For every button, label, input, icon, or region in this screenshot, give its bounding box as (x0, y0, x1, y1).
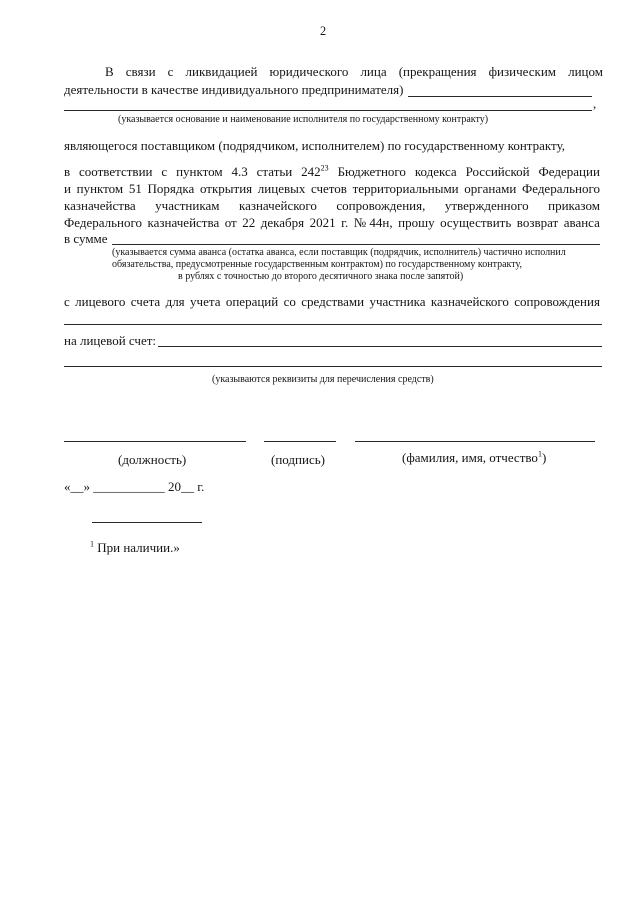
basis-line-1: в соответствии с пунктом 4.3 статьи $242^{23}$ Бюджетного кодекса Российской Федерации (64, 163, 600, 179)
full-name-blank[interactable] (355, 441, 595, 442)
amount-blank[interactable] (112, 244, 600, 245)
supplier-line: являющегося поставщиком (подрядчиком, исполнителем) по государственному контракту, (64, 138, 566, 153)
comma: , (593, 96, 597, 111)
signature-label: (подпись) (271, 452, 325, 467)
requisites-note: (указываются реквизиты для перечисления средств) (212, 374, 434, 385)
footnote: $^1$ При наличии.» (90, 539, 180, 555)
amount-note-line-2: обязательства, предусмотренные государственным контрактом) по государственному контракту, (112, 259, 522, 270)
account-to-blank[interactable] (158, 346, 602, 347)
requisites-blank[interactable] (64, 366, 602, 367)
liquidation-blank-1[interactable] (408, 96, 592, 97)
intro-line-1: В связи с ликвидацией юридического лица (прекращения физическим лицом (105, 64, 603, 79)
amount-note-line-1: (указывается сумма аванса (остатка аванса, если поставщик (подрядчик, исполнитель) частично исполнил (112, 247, 566, 258)
intro-line-2: деятельности в качестве индивидуального предпринимателя) (64, 82, 404, 97)
basis-line-2: и пунктом 51 Порядка открытия лицевых счетов территориальными органами Федерального (64, 181, 600, 196)
footnote-separator (92, 522, 202, 523)
position-label: (должность) (118, 452, 187, 467)
account-from-blank[interactable] (64, 324, 602, 325)
year-field[interactable]: __ (181, 479, 194, 494)
account-to-label: на лицевой счет: (64, 333, 157, 348)
basis-line-4: Федерального казначейства от 22 декабря 2021 г. № 44н, прошу осуществить возврат аванса (64, 215, 600, 230)
full-name-label: (фамилия, имя, отчество$^1$) (402, 449, 547, 465)
account-from-line: с лицевого счета для учета операций со средствами участника казначейского сопровождения (64, 294, 600, 309)
basis-note: (указывается основание и наименование исполнителя по государственному контракту) (118, 114, 489, 125)
basis-line-3: казначейства участникам казначейского сопровождения, утвержденного приказом (64, 198, 600, 213)
position-blank[interactable] (64, 441, 246, 442)
date-line: «__» ___________ 20__ г. (64, 479, 205, 494)
day-field[interactable]: __ (70, 479, 84, 494)
page-number: 2 (320, 24, 327, 38)
amount-label: в сумме (64, 231, 108, 246)
liquidation-blank-2[interactable] (64, 110, 592, 111)
footnote-reference: 1 (537, 449, 542, 459)
signature-blank[interactable] (264, 441, 336, 442)
article-number: $242^{23}$ (301, 163, 329, 179)
month-field[interactable]: ___________ (93, 479, 165, 494)
amount-note-line-3: в рублях с точностью до второго десятичного знака после запятой) (178, 271, 464, 282)
